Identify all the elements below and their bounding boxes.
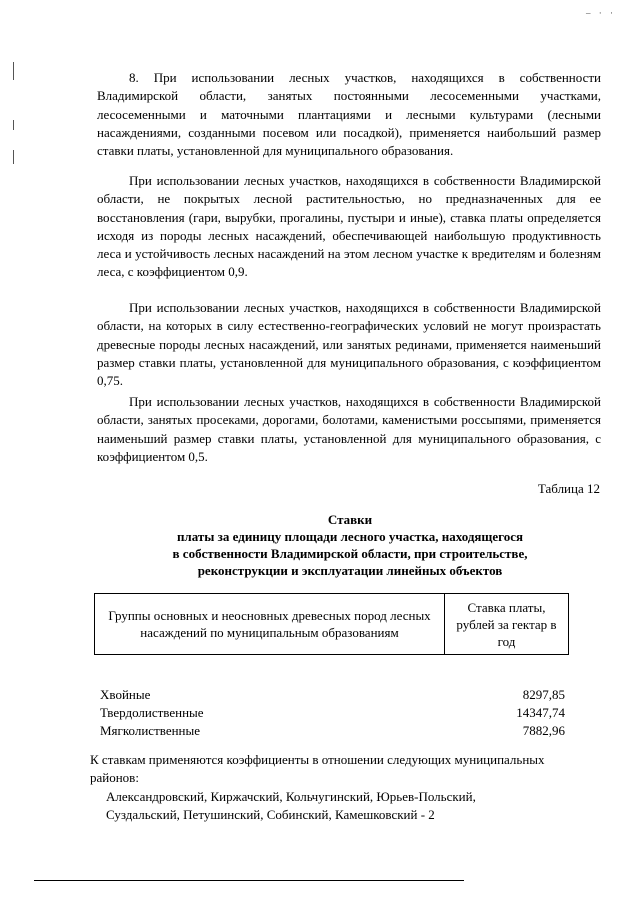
rates-list xyxy=(100,686,565,740)
margin-scan-mark xyxy=(13,150,14,164)
title-line: Ставки xyxy=(327,512,373,527)
paragraph-8: 8. При использовании лесных участков, находящихся в собственности Владимирской области, занятых постоянными лесосеменными участками, лесосеменными и маточными плантациями и лесными культурами (лесными насаждениями, созданными посевом или посадкой), применяется наибольший размер ставки платы, установленной для муниципального образования. xyxy=(97,70,601,159)
margin-scan-mark xyxy=(13,62,14,80)
paragraph-unforested: При использовании лесных участков, находящихся в собственности Владимирской области, не покрытых лесной растительностью, но предназначенных для ее восстановления (гари, вырубки, прогалины, пустыри и иные), ставка платы определяется исходя из породы лесных насаждений, обеспечивающей наибольшую продуктивность леса и устойчивость лесных насаждений на этом лесном участке к вредителям и болезням леса, с коэффициентом 0,9. xyxy=(97,173,601,280)
rate-value: 7882,96 xyxy=(522,723,565,738)
header-species-groups: Группы основных и неосновных древесных пород лесных насаждений по муниципальным образованиям xyxy=(95,594,445,654)
corner-scan-mark: ‒ · · xyxy=(586,8,616,18)
title-line: платы за единицу площади лесного участка, находящегося xyxy=(176,529,524,544)
table-title xyxy=(100,511,600,579)
rates-table-header xyxy=(94,593,569,655)
table-label: Таблица 12 xyxy=(537,481,600,496)
rate-row xyxy=(100,722,565,740)
title-line: реконструкции и эксплуатации линейных объектов xyxy=(197,563,503,578)
district-list xyxy=(106,788,586,824)
rate-row xyxy=(100,704,565,722)
coefficient-note: К ставкам применяются коэффициенты в отношении следующих муниципальных районов: xyxy=(90,752,545,785)
rate-value: 14347,74 xyxy=(516,705,565,720)
district-line: Александровский, Киржачский, Кольчугинский, Юрьев-Польский, xyxy=(106,789,476,804)
species-name: Мягколиственные xyxy=(100,723,201,738)
header-rate: Ставка платы, рублей за гектар в год xyxy=(456,599,557,649)
margin-scan-mark xyxy=(13,120,14,130)
title-line: в собственности Владимирской области, при строительстве, xyxy=(172,546,528,561)
paragraph-sparse: При использовании лесных участков, находящихся в собственности Владимирской области, на которых в силу естественно-географических условий не могут произрастать древесные породы лесных насаждений, или занятых рединами, применяется наименьший размер ставки платы, установленной для муниципального образования, с коэффициентом 0,75. xyxy=(97,300,601,389)
species-name: Твердолиственные xyxy=(100,705,204,720)
rate-value: 8297,85 xyxy=(522,687,565,702)
rate-row xyxy=(100,686,565,704)
species-name: Хвойные xyxy=(100,687,151,702)
district-line: Суздальский, Петушинский, Собинский, Камешковский - 2 xyxy=(106,807,435,822)
footer-divider xyxy=(34,880,464,881)
paragraph-clearings: При использовании лесных участков, находящихся в собственности Владимирской области, занятых просеками, дорогами, болотами, каменистыми россыпями, применяется наименьший размер ставки платы, установленной для муниципального образования, с коэффициентом 0,5. xyxy=(97,394,601,464)
